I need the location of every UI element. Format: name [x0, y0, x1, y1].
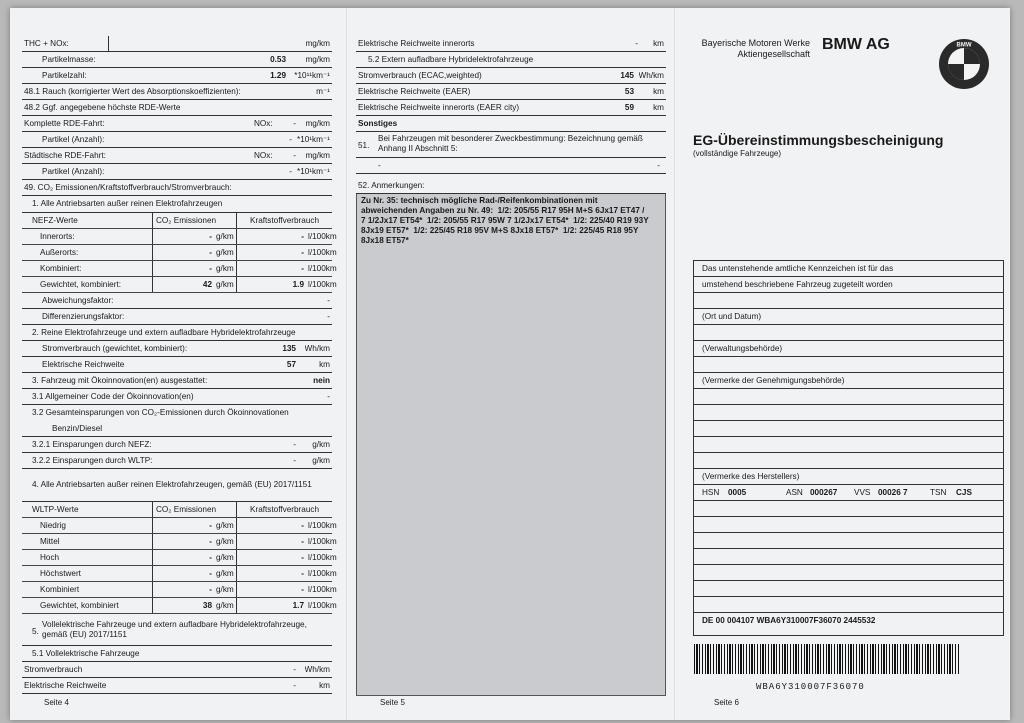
co2-value: -	[209, 553, 212, 562]
e321-label: 3.2.1 Einsparungen durch NEFZ:	[32, 440, 152, 449]
voll51-label: 5.1 Vollelektrische Fahrzeuge	[32, 649, 140, 658]
komplett-rde-nox: NOx:	[254, 119, 273, 128]
partikel-anzahl-value: -	[289, 167, 292, 176]
z51-value: -	[657, 161, 660, 170]
registration-row	[694, 293, 1003, 309]
wltp-header-row	[22, 502, 332, 518]
e321-row	[22, 437, 332, 453]
partikel-anzahl-unit: *10¹km⁻¹	[297, 135, 330, 144]
z51-dash: -	[378, 161, 381, 170]
co2-value: -	[209, 537, 212, 546]
z51-number: 51.	[358, 141, 370, 150]
registration-row	[694, 437, 1003, 453]
registration-row	[694, 341, 1003, 357]
ort-datum-label: (Ort und Datum)	[702, 312, 762, 321]
z51-value-row	[356, 158, 666, 174]
document-id: DE 00 004107 WBA6Y310007F36070 2445532	[702, 616, 876, 625]
antriebe-5-number: 5.	[32, 627, 39, 636]
partikelmasse-label: Partikelmasse:	[42, 55, 96, 64]
document-subtitle: (vollständige Fahrzeuge)	[693, 149, 782, 158]
registration-row	[694, 309, 1003, 325]
komplett-rde-label: Komplette RDE-Fahrt:	[24, 119, 105, 128]
fuel-value: -	[301, 521, 304, 530]
oeko31-row	[22, 389, 332, 405]
co2-unit: g/km	[216, 601, 234, 610]
table-row	[22, 518, 337, 534]
rde-header-row	[22, 100, 332, 116]
ew-innerorts-unit: km	[653, 39, 664, 48]
wltp-table	[22, 501, 337, 614]
page-number-6: Seite 6	[714, 698, 739, 707]
registration-row	[694, 357, 1003, 373]
partikel-anzahl-row	[22, 132, 332, 148]
registration-row	[694, 565, 1003, 581]
komplett-rde-row	[22, 116, 332, 132]
partikelzahl-row	[22, 68, 332, 84]
table-row	[22, 534, 337, 550]
nefz-header-row	[22, 213, 332, 229]
ew-eaer-unit: km	[653, 87, 664, 96]
row-label: Gewichtet, kombiniert:	[40, 280, 121, 289]
antriebe-4-row	[22, 469, 332, 501]
vermerke-genehmigung-label: (Vermerke der Genehmigungsbehörde)	[702, 376, 845, 385]
benzin-row	[22, 421, 332, 437]
co2-unit: g/km	[216, 232, 234, 241]
barcode-text: WBA6Y310007F36070	[756, 682, 865, 692]
registration-row	[694, 405, 1003, 421]
row-label: Niedrig	[40, 521, 66, 530]
sonstiges-heading: Sonstiges	[358, 119, 398, 128]
table-row	[22, 566, 337, 582]
fuel-value: -	[301, 537, 304, 546]
komplett-rde-value: -	[293, 119, 296, 128]
divider	[108, 36, 109, 51]
nefz-col-co2: CO₂ Emissionen	[156, 216, 217, 225]
registration-row	[694, 389, 1003, 405]
registration-rows	[694, 261, 1003, 629]
antriebe-5-label: Vollelektrische Fahrzeuge und extern aufladbare Hybridelektrofahrzeuge, gemäß (EU) 2017/1151	[42, 620, 307, 639]
barcode	[694, 644, 960, 674]
co2-value: 38	[202, 601, 212, 610]
co2-value: -	[209, 232, 212, 241]
strom-value: 135	[282, 344, 296, 353]
strom-ecac-row	[356, 68, 666, 84]
page-number-5: Seite 5	[380, 698, 405, 707]
co2-value: -	[209, 569, 212, 578]
registration-row	[694, 533, 1003, 549]
abweichung-value: -	[327, 296, 330, 305]
hsn-label: HSN	[702, 488, 720, 497]
partikel-anzahl-label: Partikel (Anzahl):	[42, 135, 105, 144]
fuel-unit: l/100km	[308, 264, 337, 273]
differenz-label: Differenzierungsfaktor:	[42, 312, 125, 321]
registration-row	[694, 613, 1003, 629]
ew-innerorts-row	[356, 36, 666, 52]
certificate-sheet	[10, 8, 1010, 720]
e321-value: -	[293, 440, 296, 449]
co2-header: 49. CO₂ Emissionen/Kraftstoffverbrauch/Stromverbrauch:	[24, 183, 232, 192]
rde-header: 48.2 Ggf. angegebene höchste RDE-Werte	[24, 103, 181, 112]
antriebe-5-row	[22, 614, 332, 646]
oeko31-value: -	[327, 392, 330, 401]
table-row	[22, 598, 337, 614]
z51-label: Bei Fahrzeugen mit besonderer Zweckbestimmung: Bezeichnung gemäß Anhang II Abschnitt 5:	[378, 134, 643, 153]
fuel-unit: l/100km	[308, 569, 337, 578]
e322-label: 3.2.2 Einsparungen durch WLTP:	[32, 456, 153, 465]
page-5-column	[356, 36, 666, 696]
kennzeichen-line-1: Das untenstehende amtliche Kennzeichen ist für das	[702, 264, 894, 273]
antriebe-4-label: 4. Alle Antriebsarten außer reinen Elektrofahrzeugen, gemäß (EU) 2017/1151	[32, 480, 312, 489]
registration-row	[694, 261, 1003, 277]
co2-value: -	[209, 521, 212, 530]
wltp-col-co2: CO₂ Emissionen	[156, 505, 217, 514]
z52-label: 52. Anmerkungen:	[358, 181, 425, 190]
vermerke-hersteller-label: (Vermerke des Herstellers)	[702, 472, 800, 481]
co2-header-row	[22, 180, 332, 196]
fuel-value: -	[301, 585, 304, 594]
registration-row	[694, 373, 1003, 389]
thc-nox-unit: mg/km	[305, 39, 330, 48]
row-label: Höchstwert	[40, 569, 81, 578]
differenz-row	[22, 309, 332, 325]
oeko32-row	[22, 405, 332, 421]
staedtisch-rde-row	[22, 148, 332, 164]
registration-row	[694, 597, 1003, 613]
fold-line	[346, 8, 347, 720]
fuel-value: 1.9	[292, 280, 304, 289]
strom-row	[22, 341, 332, 357]
rauch-row	[22, 84, 332, 100]
rauch-label: 48.1 Rauch (korrigierter Wert des Absorptionskoeffizienten):	[24, 87, 241, 96]
extern52-label: 5.2 Extern aufladbare Hybridelektrofahrzeuge	[368, 55, 534, 64]
ew-eaer-city-row	[356, 100, 666, 116]
co2-unit: g/km	[216, 521, 234, 530]
notes-box	[356, 194, 666, 696]
reichweite2-row	[22, 678, 332, 694]
registration-row	[694, 421, 1003, 437]
abweichung-row	[22, 293, 332, 309]
strom-label: Stromverbrauch (gewichtet, kombiniert):	[42, 344, 188, 353]
co2-unit: g/km	[216, 264, 234, 273]
fuel-unit: l/100km	[308, 537, 337, 546]
row-label: Hoch	[40, 553, 60, 562]
z52-row	[356, 178, 666, 194]
logo-lettering: BMW	[956, 42, 972, 49]
antriebe-1-row	[22, 196, 332, 212]
strom-unit: Wh/km	[304, 344, 330, 353]
partikelmasse-value: 0.53	[270, 55, 286, 64]
reichweite-value: 57	[286, 360, 296, 369]
nefz-col-fuel: Kraftstoffverbrauch	[250, 216, 320, 225]
co2-value: 42	[202, 280, 212, 289]
strom-ecac-label: Stromverbrauch (ECAC,weighted)	[358, 71, 482, 80]
abweichung-label: Abweichungsfaktor:	[42, 296, 114, 305]
nefz-col-label: NEFZ-Werte	[32, 216, 78, 225]
fuel-value: -	[301, 264, 304, 273]
registration-row	[694, 517, 1003, 533]
fuel-value: -	[301, 553, 304, 562]
ew-eaer-city-label: Elektrische Reichweite innerorts (EAER city)	[358, 103, 520, 112]
ew-innerorts-value: -	[635, 39, 638, 48]
partikelzahl-value: 1.29	[270, 71, 286, 80]
hsn-value: 0005	[728, 488, 747, 497]
reichweite-row	[22, 357, 332, 373]
fuel-unit: l/100km	[308, 280, 337, 289]
ew-eaer-city-value: 59	[624, 103, 634, 112]
partikel-anzahl-row	[22, 164, 332, 180]
extern52-row	[356, 52, 666, 68]
registration-row	[694, 453, 1003, 469]
co2-unit: g/km	[216, 248, 234, 257]
reichweite2-label: Elektrische Reichweite	[24, 681, 107, 690]
e322-value: -	[293, 456, 296, 465]
antriebe-2-label: 2. Reine Elektrofahrzeuge und extern aufladbare Hybridelektrofahrzeuge	[32, 328, 296, 337]
table-row	[22, 261, 337, 277]
row-label: Innerorts:	[40, 232, 75, 241]
document-title: EG-Übereinstimmungsbescheinigung	[693, 132, 944, 148]
fuel-unit: l/100km	[308, 553, 337, 562]
ew-innerorts-label: Elektrische Reichweite innerorts	[358, 39, 475, 48]
partikel-anzahl-unit: *10¹km⁻¹	[297, 167, 330, 176]
vvs-label: VVS	[854, 488, 871, 497]
ew-eaer-label: Elektrische Reichweite (EAER)	[358, 87, 471, 96]
partikel-anzahl-value: -	[289, 135, 292, 144]
ew-eaer-value: 53	[624, 87, 634, 96]
rauch-unit: m⁻¹	[316, 87, 330, 96]
fold-line	[674, 8, 675, 720]
reichweite-unit: km	[319, 360, 330, 369]
brand-name: BMW AG	[822, 36, 890, 53]
fuel-value: -	[301, 248, 304, 257]
bmw-logo-icon	[938, 38, 990, 90]
oeko3-row	[22, 373, 332, 389]
table-row	[22, 229, 337, 245]
fuel-unit: l/100km	[308, 601, 337, 610]
nefz-rows	[22, 229, 337, 293]
asn-label: ASN	[786, 488, 803, 497]
co2-value: -	[209, 264, 212, 273]
fuel-value: -	[301, 232, 304, 241]
page-4-column	[22, 36, 337, 694]
strom2-row	[22, 662, 332, 678]
vvs-value: 00026 7	[878, 488, 908, 497]
reichweite2-unit: km	[319, 681, 330, 690]
reichweite-label: Elektrische Reichweite	[42, 360, 125, 369]
co2-unit: g/km	[216, 585, 234, 594]
voll51-row	[22, 646, 332, 662]
table-row	[22, 582, 337, 598]
ew-eaer-city-unit: km	[653, 103, 664, 112]
partikelmasse-unit: mg/km	[305, 55, 330, 64]
kennzeichen-line-2: umstehend beschriebene Fahrzeug zugeteilt worden	[702, 280, 893, 289]
partikelzahl-unit: *10¹¹km⁻¹	[294, 71, 330, 80]
e321-unit: g/km	[312, 440, 330, 449]
registration-row	[694, 501, 1003, 517]
row-label: Kombiniert	[40, 585, 80, 594]
thc-nox-label: THC + NOx:	[24, 39, 69, 48]
komplett-rde-unit: mg/km	[305, 119, 330, 128]
fuel-unit: l/100km	[308, 232, 337, 241]
wltp-col-fuel: Kraftstoffverbrauch	[250, 505, 320, 514]
oeko32-label: 3.2 Gesamteinsparungen von CO₂-Emissionen durch Ökoinnovationen	[32, 408, 289, 417]
partikel-anzahl-label: Partikel (Anzahl):	[42, 167, 105, 176]
manufacturer-line-1: Bayerische Motoren Werke	[701, 38, 810, 48]
registration-row	[694, 469, 1003, 485]
staedtisch-rde-nox: NOx:	[254, 151, 273, 160]
ew-eaer-row	[356, 84, 666, 100]
wltp-col-label: WLTP-Werte	[32, 505, 79, 514]
benzin-label: Benzin/Diesel	[52, 424, 103, 433]
sonstiges-row	[356, 116, 666, 132]
row-label: Mittel	[40, 537, 60, 546]
oeko3-value: nein	[313, 376, 330, 385]
strom-ecac-unit: Wh/km	[638, 71, 664, 80]
row-label: Kombiniert:	[40, 264, 82, 273]
e322-unit: g/km	[312, 456, 330, 465]
manufacturer-line-2: Aktiengesellschaft	[737, 49, 810, 59]
fuel-value: 1.7	[292, 601, 304, 610]
staedtisch-rde-unit: mg/km	[305, 151, 330, 160]
registration-row	[694, 549, 1003, 565]
table-row	[22, 277, 337, 293]
row-label: Außerorts:	[40, 248, 79, 257]
co2-unit: g/km	[216, 553, 234, 562]
tsn-value: CJS	[956, 488, 972, 497]
verwaltungsbehoerde-label: (Verwaltungsbehörde)	[702, 344, 783, 353]
oeko3-label: 3. Fahrzeug mit Ökoinnovation(en) ausgestattet:	[32, 376, 208, 385]
e322-row	[22, 453, 332, 469]
page-number-4: Seite 4	[44, 698, 69, 707]
fuel-unit: l/100km	[308, 248, 337, 257]
strom2-value: -	[293, 665, 296, 674]
co2-unit: g/km	[216, 569, 234, 578]
strom2-label: Stromverbrauch	[24, 665, 83, 674]
tsn-label: TSN	[930, 488, 947, 497]
z51-row	[356, 132, 666, 158]
co2-unit: g/km	[216, 537, 234, 546]
registration-row	[694, 277, 1003, 293]
reichweite2-value: -	[293, 681, 296, 690]
thc-nox-row	[22, 36, 332, 52]
strom2-unit: Wh/km	[304, 665, 330, 674]
strom-ecac-value: 145	[620, 71, 634, 80]
antriebe-1-label: 1. Alle Antriebsarten außer reinen Elektrofahrzeugen	[32, 199, 223, 208]
row-label: Gewichtet, kombiniert	[40, 601, 119, 610]
registration-box	[693, 260, 1004, 636]
oeko31-label: 3.1 Allgemeiner Code der Ökoinnovation(en)	[32, 392, 194, 401]
co2-value: -	[209, 585, 212, 594]
staedtisch-rde-label: Städtische RDE-Fahrt:	[24, 151, 106, 160]
asn-value: 000267	[810, 488, 838, 497]
co2-value: -	[209, 248, 212, 257]
antriebe-2-row	[22, 325, 332, 341]
registration-row	[694, 325, 1003, 341]
table-row	[22, 550, 337, 566]
nefz-table	[22, 212, 337, 293]
table-row	[22, 245, 337, 261]
fuel-value: -	[301, 569, 304, 578]
differenz-value: -	[327, 312, 330, 321]
co2-unit: g/km	[216, 280, 234, 289]
wltp-rows	[22, 518, 337, 614]
staedtisch-rde-value: -	[293, 151, 296, 160]
fuel-unit: l/100km	[308, 521, 337, 530]
fuel-unit: l/100km	[308, 585, 337, 594]
registration-row	[694, 485, 1003, 501]
partikelzahl-label: Partikelzahl:	[42, 71, 87, 80]
manufacturer	[690, 38, 810, 60]
partikelmasse-row	[22, 52, 332, 68]
notes-text: Zu Nr. 35: technisch mögliche Rad-/Reifenkombinationen mit abweichenden Angaben zu Nr. 49: 1/2: 205/55 R17 95H M+S 6Jx17 ET47 / 7 1/2Jx17 ET54* 1/2: 205/55 R17 95W 7 1/2Jx17 ET54* 1/2: 225/40 R19 93Y 8Jx19 ET57* 1/2: 225/45 R18 95V M+S 8Jx18 ET57* 1/2: 225/45 R18 95Y 8Jx18 ET57*	[361, 196, 649, 245]
registration-row	[694, 581, 1003, 597]
